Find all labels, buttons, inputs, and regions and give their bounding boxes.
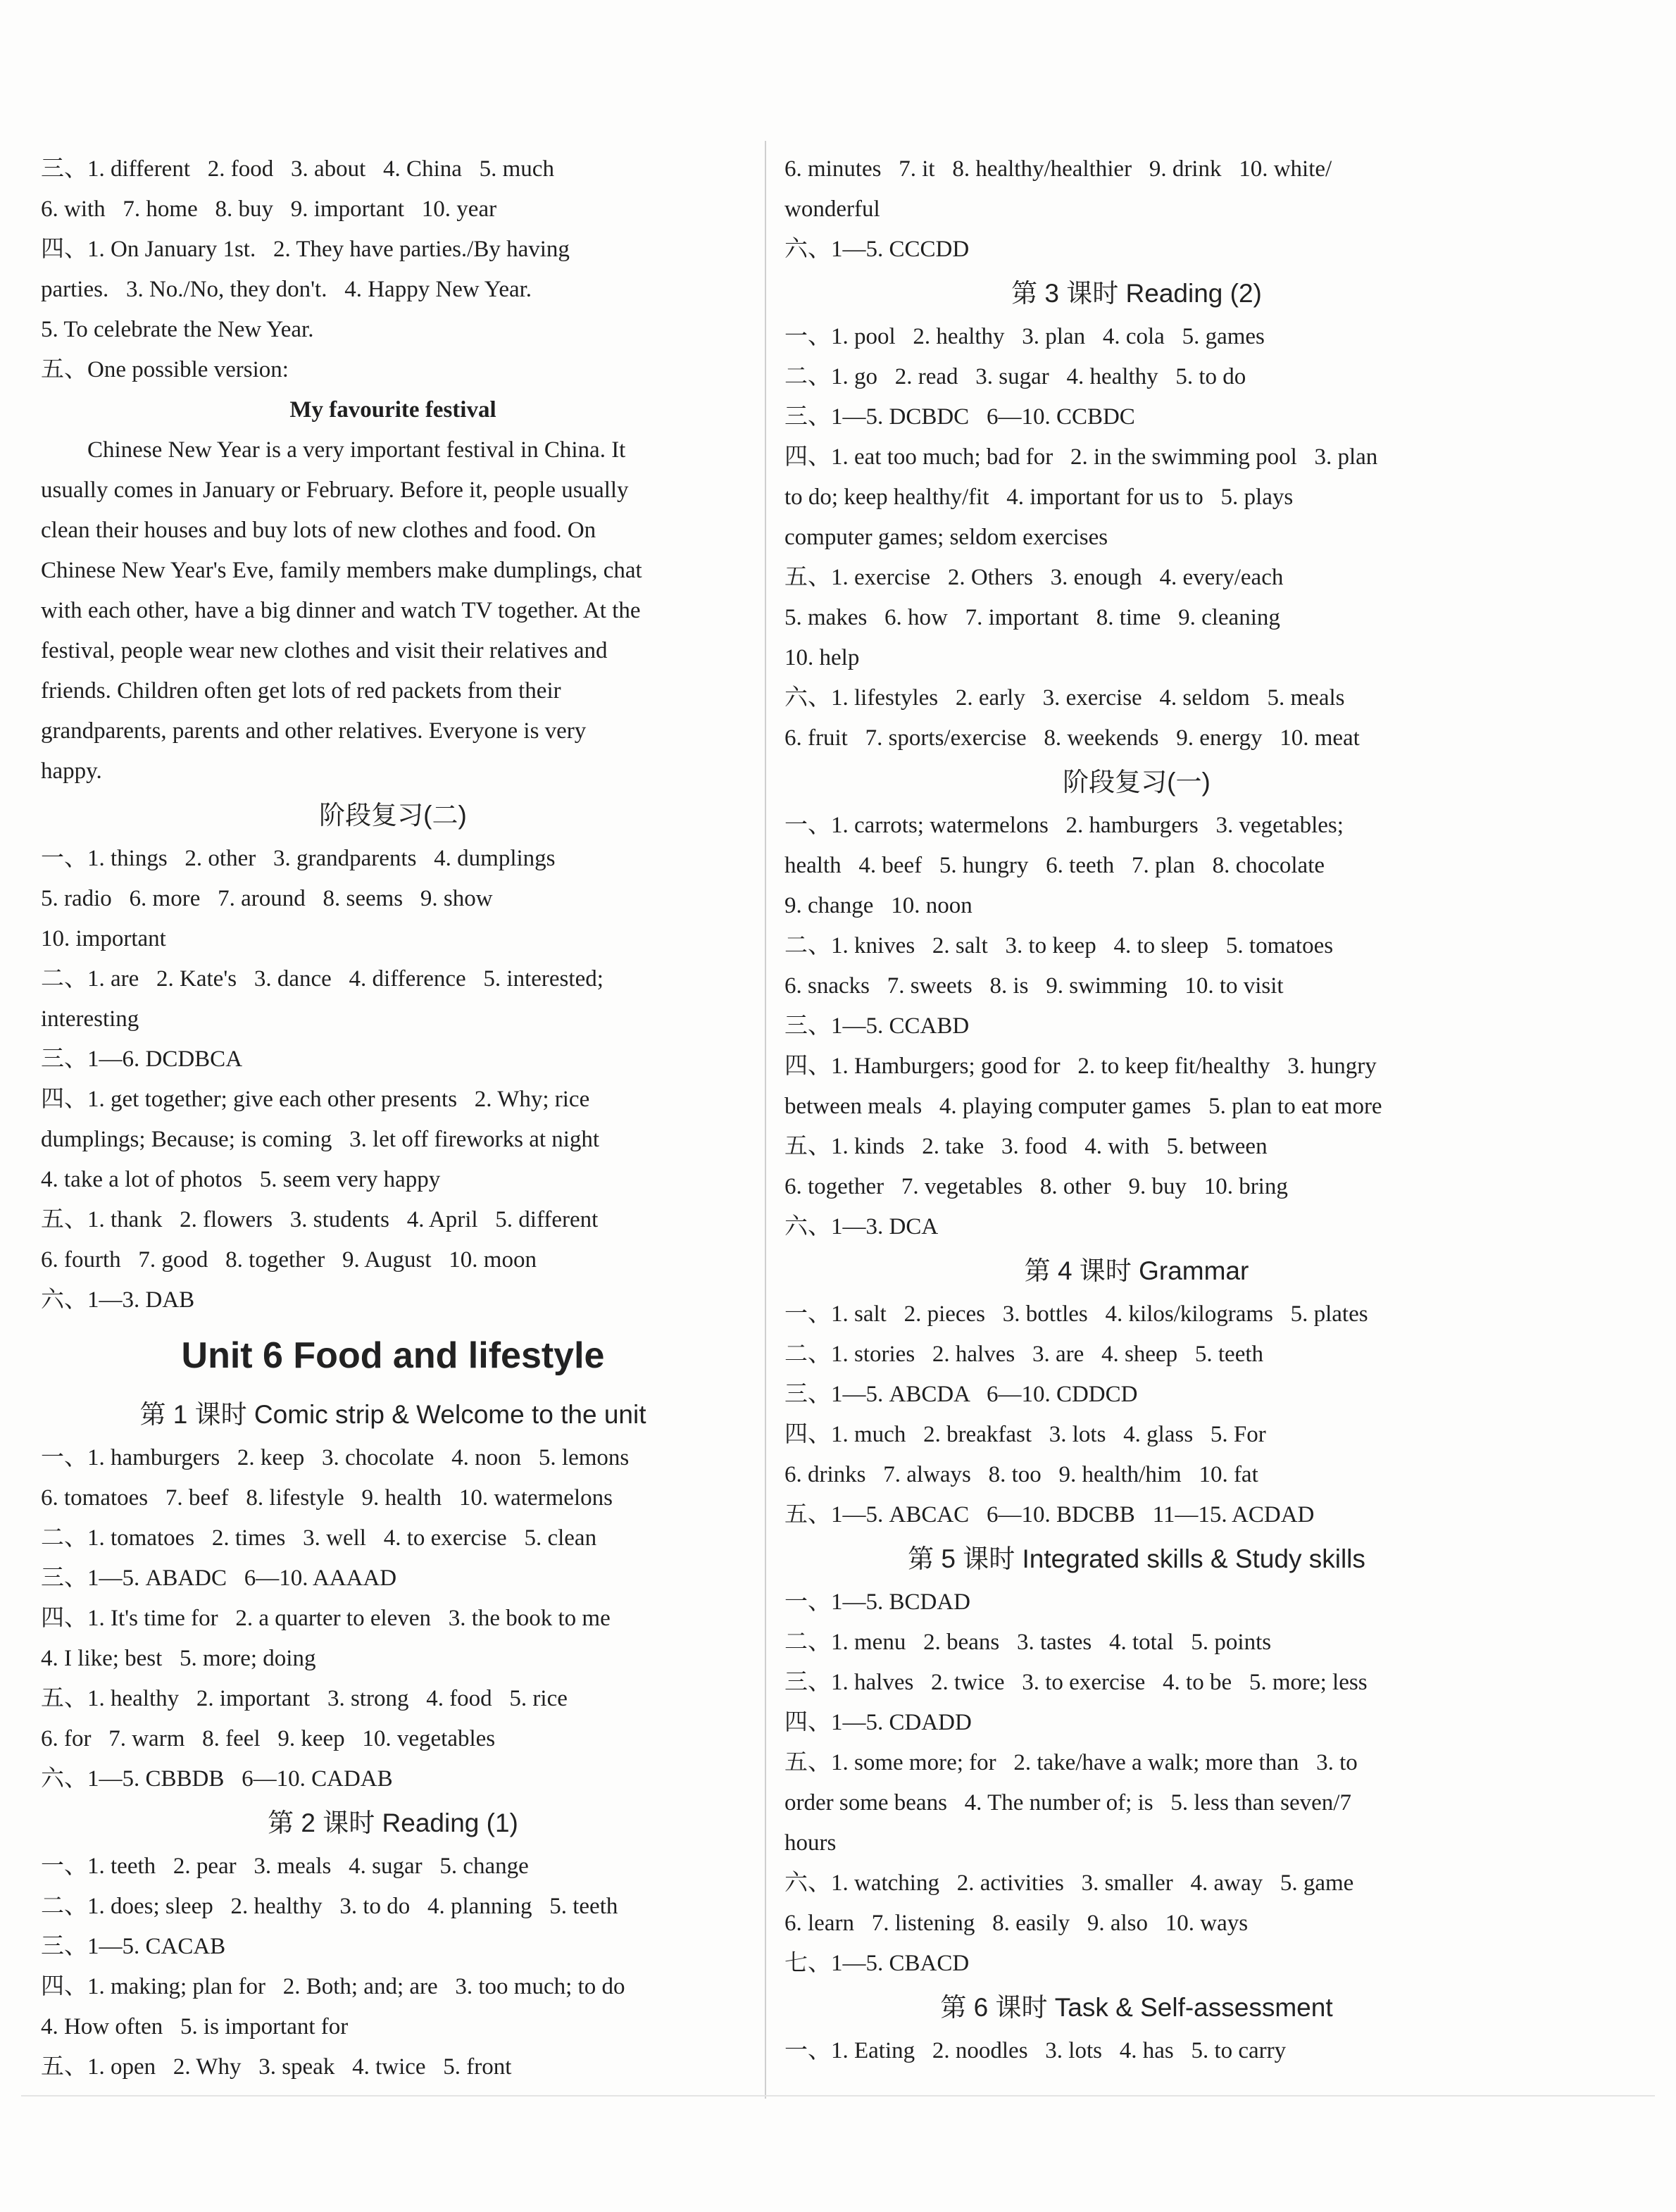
unit-title: Unit 6 Food and lifestyle <box>181 1335 605 1376</box>
essay-line: Chinese New Year is a very important festival in China. It <box>87 437 626 463</box>
answer-line: 三、1—5. ABCDA 6—10. CDDCD <box>784 1382 1138 1407</box>
answer-line: 五、1. healthy 2. important 3. strong 4. food 5. rice <box>41 1686 568 1711</box>
answer-line: 三、1. different 2. food 3. about 4. China 5. much <box>41 156 554 182</box>
answer-line: 六、1. lifestyles 2. early 3. exercise 4. seldom 5. meals <box>784 685 1345 711</box>
section-heading: 第 4 课时 Grammar <box>1024 1256 1249 1285</box>
answer-line: friends. Children often get lots of red packets from their <box>41 678 561 704</box>
answer-line: with each other, have a big dinner and watch TV together. At the <box>41 598 641 623</box>
answer-line: 三、1—5. CCABD <box>784 1013 970 1039</box>
answer-line: between meals 4. playing computer games 5. plan to eat more <box>784 1094 1382 1119</box>
answer-line: clean their houses and buy lots of new clothes and food. On <box>41 518 596 543</box>
column-divider <box>765 141 766 2099</box>
answer-line: 五、One possible version: <box>41 357 289 382</box>
answer-line: 五、1. some more; for 2. take/have a walk; more than 3. to <box>784 1750 1358 1775</box>
answer-line: 一、1. carrots; watermelons 2. hamburgers 3. vegetables; <box>784 813 1344 838</box>
answer-line: 5. radio 6. more 7. around 8. seems 9. show <box>41 886 493 911</box>
section-heading: 阶段复习(二) <box>319 801 467 830</box>
section-heading: 第 3 课时 Reading (2) <box>1011 279 1262 308</box>
answer-line: 一、1. Eating 2. noodles 3. lots 4. has 5. to carry <box>784 2038 1287 2063</box>
answer-line: 5. makes 6. how 7. important 8. time 9. cleaning <box>784 605 1280 630</box>
answer-line: festival, people wear new clothes and visit their relatives and <box>41 638 608 663</box>
answer-line: 6. drinks 7. always 8. too 9. health/him 10. fat <box>784 1462 1258 1487</box>
answer-line: 6. together 7. vegetables 8. other 9. buy 10. bring <box>784 1174 1288 1199</box>
answer-line: 四、1. get together; give each other presents 2. Why; rice <box>41 1087 590 1112</box>
answer-line: 一、1. teeth 2. pear 3. meals 4. sugar 5. change <box>41 1854 529 1879</box>
answer-line: 6. tomatoes 7. beef 8. lifestyle 9. health 10. watermelons <box>41 1485 613 1511</box>
answer-line: 二、1. menu 2. beans 3. tastes 4. total 5. points <box>784 1630 1272 1655</box>
answer-line: 四、1. Hamburgers; good for 2. to keep fit/healthy 3. hungry <box>784 1054 1377 1079</box>
answer-line: 二、1. are 2. Kate's 3. dance 4. difference 5. interested; <box>41 966 604 992</box>
answer-line: 五、1. kinds 2. take 3. food 4. with 5. between <box>784 1134 1268 1159</box>
right-column <box>784 149 1489 2071</box>
section-heading: 第 5 课时 Integrated skills & Study skills <box>908 1544 1365 1573</box>
answer-line: 六、1. watching 2. activities 3. smaller 4. away 5. game <box>784 1870 1354 1896</box>
answer-line: 二、1. stories 2. halves 3. are 4. sheep 5. teeth <box>784 1342 1264 1367</box>
section-heading: 第 2 课时 Reading (1) <box>268 1808 518 1837</box>
answer-line: health 4. beef 5. hungry 6. teeth 7. plan 8. chocolate <box>784 853 1325 878</box>
answer-line: 七、1—5. CBACD <box>784 1951 970 1976</box>
answer-line: 二、1. tomatoes 2. times 3. well 4. to exercise 5. clean <box>41 1525 597 1551</box>
answer-line: dumplings; Because; is coming 3. let off fireworks at night <box>41 1127 600 1152</box>
bottom-rule <box>21 2095 1655 2097</box>
answer-line: interesting <box>41 1006 139 1032</box>
section-heading: 第 1 课时 Comic strip & Welcome to the unit <box>139 1400 646 1429</box>
answer-line: Chinese New Year's Eve, family members make dumplings, chat <box>41 558 642 583</box>
answer-line: 三、1—5. DCBDC 6—10. CCBDC <box>784 404 1135 430</box>
answer-line: wonderful <box>784 196 880 222</box>
answer-line: 6. for 7. warm 8. feel 9. keep 10. vegetables <box>41 1726 496 1751</box>
answer-line: 6. snacks 7. sweets 8. is 9. swimming 10. to visit <box>784 973 1284 999</box>
answer-line: 9. change 10. noon <box>784 893 973 918</box>
answer-line: 五、1. open 2. Why 3. speak 4. twice 5. front <box>41 2054 512 2080</box>
answer-line: 6. fourth 7. good 8. together 9. August 10. moon <box>41 1247 537 1273</box>
answer-line: 六、1—3. DAB <box>41 1287 195 1313</box>
answer-line: 6. minutes 7. it 8. healthy/healthier 9. drink 10. white/ <box>784 156 1332 182</box>
answer-line: 五、1—5. ABCAC 6—10. BDCBB 11—15. ACDAD <box>784 1502 1315 1527</box>
answer-line: 六、1—3. DCA <box>784 1214 939 1239</box>
answer-line: order some beans 4. The number of; is 5. less than seven/7 <box>784 1790 1351 1816</box>
answer-line: 五、1. thank 2. flowers 3. students 4. April 5. different <box>41 1207 599 1232</box>
section-heading: 第 6 课时 Task & Self-assessment <box>940 1993 1333 2022</box>
answer-line: 四、1. eat too much; bad for 2. in the swimming pool 3. plan <box>784 444 1378 470</box>
answer-line: 四、1. making; plan for 2. Both; and; are 3. too much; to do <box>41 1974 625 1999</box>
answer-line: 六、1—5. CCCDD <box>784 237 970 262</box>
answer-line: happy. <box>41 758 102 784</box>
answer-line: computer games; seldom exercises <box>784 525 1108 550</box>
answer-line: 二、1. go 2. read 3. sugar 4. healthy 5. to do <box>784 364 1246 389</box>
answer-line: 四、1. On January 1st. 2. They have parties./By having <box>41 237 570 262</box>
answer-line: 六、1—5. CBBDB 6—10. CADAB <box>41 1766 393 1792</box>
answer-line: 4. How often 5. is important for <box>41 2014 349 2039</box>
answer-line: 四、1—5. CDADD <box>784 1710 972 1735</box>
answer-line: 6. learn 7. listening 8. easily 9. also 10. ways <box>784 1911 1249 1936</box>
answer-line: 10. help <box>784 645 860 670</box>
answer-line: 6. with 7. home 8. buy 9. important 10. year <box>41 196 497 222</box>
answer-line: 二、1. knives 2. salt 3. to keep 4. to sleep 5. tomatoes <box>784 933 1334 958</box>
answer-line: 5. To celebrate the New Year. <box>41 317 314 342</box>
answer-line: parties. 3. No./No, they don't. 4. Happy New Year. <box>41 277 532 302</box>
answer-line: 4. I like; best 5. more; doing <box>41 1646 316 1671</box>
answer-line: 三、1—6. DCDBCA <box>41 1046 243 1072</box>
answer-line: 三、1—5. CACAB <box>41 1934 226 1959</box>
answer-line: 五、1. exercise 2. Others 3. enough 4. every/each <box>784 565 1284 590</box>
answer-line: hours <box>784 1830 837 1856</box>
answer-line: to do; keep healthy/fit 4. important for us to 5. plays <box>784 485 1294 510</box>
answer-line: usually comes in January or February. Before it, people usually <box>41 477 629 503</box>
essay-title: My favourite festival <box>289 397 496 423</box>
answer-line: 4. take a lot of photos 5. seem very happy <box>41 1167 441 1192</box>
section-heading: 阶段复习(一) <box>1063 768 1211 796</box>
left-column <box>41 149 745 2087</box>
answer-line: 四、1. It's time for 2. a quarter to eleven 3. the book to me <box>41 1606 611 1631</box>
answer-line: 四、1. much 2. breakfast 3. lots 4. glass 5. For <box>784 1422 1266 1447</box>
answer-line: 一、1. salt 2. pieces 3. bottles 4. kilos/kilograms 5. plates <box>784 1301 1368 1327</box>
answer-line: 一、1. pool 2. healthy 3. plan 4. cola 5. games <box>784 324 1265 349</box>
answer-line: 三、1—5. ABADC 6—10. AAAAD <box>41 1566 397 1591</box>
answer-line: 一、1. things 2. other 3. grandparents 4. dumplings <box>41 846 556 871</box>
answer-line: grandparents, parents and other relatives. Everyone is very <box>41 718 587 744</box>
answer-line: 一、1. hamburgers 2. keep 3. chocolate 4. noon 5. lemons <box>41 1445 630 1470</box>
answer-line: 6. fruit 7. sports/exercise 8. weekends 9. energy 10. meat <box>784 725 1360 751</box>
answer-line: 10. important <box>41 926 166 951</box>
answer-line: 三、1. halves 2. twice 3. to exercise 4. to be 5. more; less <box>784 1670 1368 1695</box>
answer-line: 二、1. does; sleep 2. healthy 3. to do 4. planning 5. teeth <box>41 1894 618 1919</box>
answer-line: 一、1—5. BCDAD <box>784 1589 971 1615</box>
